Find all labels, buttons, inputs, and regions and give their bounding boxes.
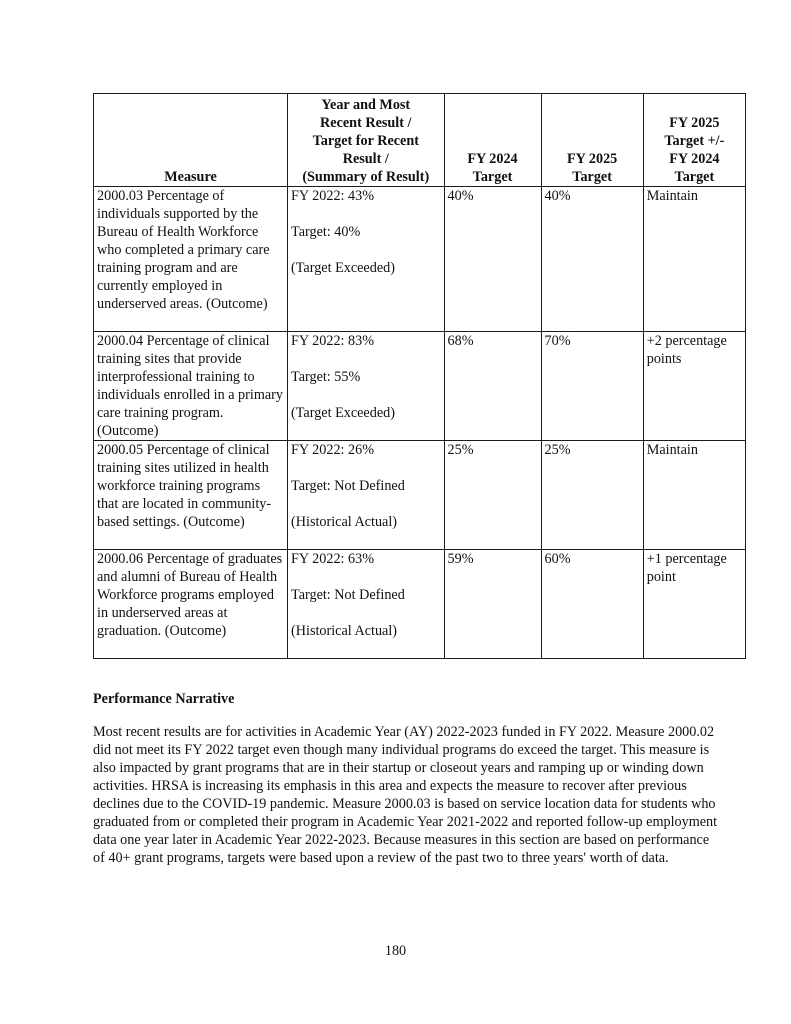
measure-cell: 2000.05 Percentage of clinical training sites utilized in health workforce training programs that are located in community-based settings. (Outcome)	[94, 441, 288, 550]
recent-result: FY 2022: 83%	[291, 333, 375, 349]
result-cell	[288, 550, 444, 659]
header-target-difference: FY 2025 Target +/- FY 2024 Target	[643, 94, 745, 187]
target-difference-cell: Maintain	[643, 441, 745, 550]
result-cell	[288, 187, 444, 332]
recent-result: FY 2022: 63%	[291, 551, 375, 567]
target-difference-cell: +2 percentage points	[643, 332, 745, 441]
target-difference-cell: Maintain	[643, 187, 745, 332]
measure-cell: 2000.06 Percentage of graduates and alumni of Bureau of Health Workforce programs employed in underserved areas at graduation. (Outcome)	[94, 550, 288, 659]
performance-narrative-heading: Performance Narrative	[93, 691, 235, 707]
header-recent-result: Year and Most Recent Result / Target for Recent Result / (Summary of Result)	[288, 94, 444, 187]
result-summary: (Target Exceeded)	[291, 260, 395, 276]
table-header-row	[94, 94, 746, 187]
table-row	[94, 550, 746, 659]
result-summary: (Historical Actual)	[291, 514, 398, 530]
fy2025-target-cell: 40%	[541, 187, 643, 332]
fy2025-target-cell: 70%	[541, 332, 643, 441]
fy2024-target-cell: 40%	[444, 187, 541, 332]
recent-result: FY 2022: 43%	[291, 188, 375, 204]
performance-narrative-body: Most recent results are for activities in Academic Year (AY) 2022-2023 funded in FY 2022. Measure 2000.02 did not meet its FY 2022 target even though many individual programs do exceed the target. This measure is also impacted by grant programs that are in their startup or closeout years and ramping up or winding down activities. HRSA is increasing its emphasis in this area and expects the measure to recover after previous declines due to the COVID-19 pandemic. Measure 2000.03 is based on service location data for students who graduated from or completed their program in Academic Year 2021-2022 and reported follow-up employment data one year later in Academic Year 2022-2023. Because measures in this section are based on performance of 40+ grant programs, targets were based upon a review of the past two to three years' worth of data.	[93, 724, 718, 866]
result-cell	[288, 332, 444, 441]
fy2024-target-cell: 25%	[444, 441, 541, 550]
recent-target: Target: 40%	[291, 224, 361, 240]
fy2025-target-cell: 25%	[541, 441, 643, 550]
recent-target: Target: Not Defined	[291, 478, 405, 494]
page-number: 180	[384, 943, 407, 959]
recent-target: Target: Not Defined	[291, 587, 405, 603]
performance-measures-table	[93, 93, 746, 659]
measure-cell: 2000.04 Percentage of clinical training sites that provide interprofessional training to individuals enrolled in a primary care training program. (Outcome)	[94, 332, 288, 441]
recent-target: Target: 55%	[291, 369, 361, 385]
result-cell	[288, 441, 444, 550]
table-row	[94, 441, 746, 550]
table-row	[94, 187, 746, 332]
result-summary: (Target Exceeded)	[291, 405, 395, 421]
header-fy2024-target: FY 2024 Target	[444, 94, 541, 187]
measure-cell: 2000.03 Percentage of individuals supported by the Bureau of Health Workforce who completed a primary care training program and are currently employed in underserved areas. (Outcome)	[94, 187, 288, 332]
header-measure: Measure	[94, 94, 288, 187]
target-difference-cell: +1 percentage point	[643, 550, 745, 659]
fy2024-target-cell: 68%	[444, 332, 541, 441]
header-fy2025-target: FY 2025 Target	[541, 94, 643, 187]
recent-result: FY 2022: 26%	[291, 442, 375, 458]
fy2024-target-cell: 59%	[444, 550, 541, 659]
fy2025-target-cell: 60%	[541, 550, 643, 659]
table-row	[94, 332, 746, 441]
result-summary: (Historical Actual)	[291, 623, 398, 639]
